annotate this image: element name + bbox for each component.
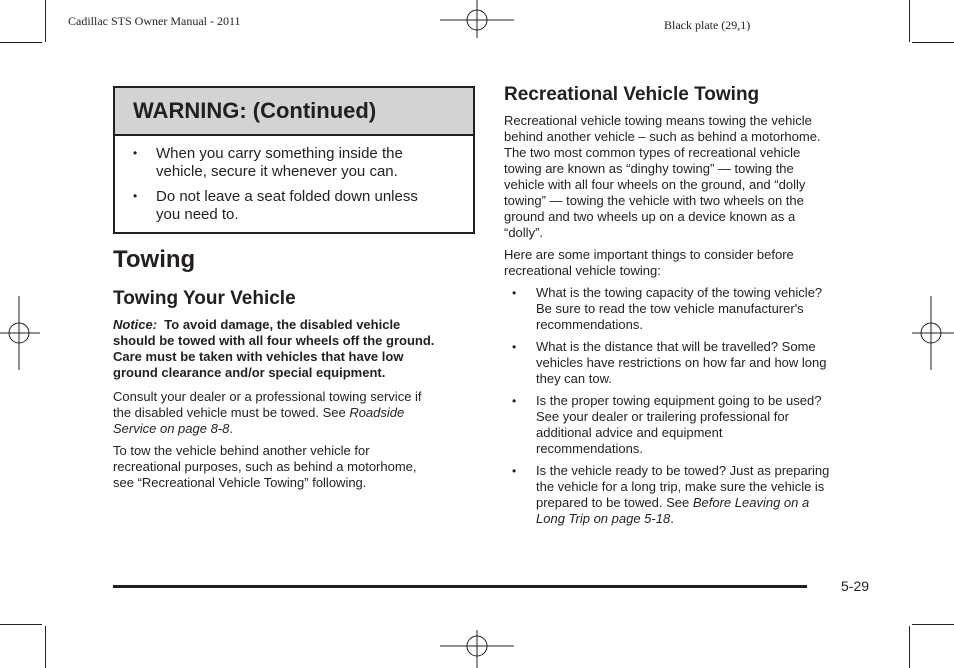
warning-header	[115, 88, 473, 136]
footer-rule	[113, 585, 807, 588]
warning-item-1: When you carry something inside the vehicle, secure it whenever you can.	[156, 145, 403, 180]
manual-title-header: Cadillac STS Owner Manual - 2011	[68, 14, 241, 28]
plate-label-header: Black plate (29,1)	[664, 18, 751, 32]
warning-item-2: Do not leave a seat folded down unless you need to.	[156, 188, 418, 223]
bullet-icon: •	[512, 464, 517, 478]
registration-mark-left	[0, 296, 44, 372]
section-title-recreational-vehicle-towing: Recreational Vehicle Towing	[504, 84, 760, 105]
bullet-item-towing-equipment: Is the proper towing equipment going to be used? See your dealer or trailering professional for additional advice and equipment recommendations.	[536, 393, 822, 456]
consider-paragraph: Here are some important things to consider before recreational vehicle towing:	[504, 247, 794, 278]
notice-paragraph: Notice: To avoid damage, the disabled vehicle should be towed with all four wheels off the ground. Care must be taken with vehicles that have low ground clearance and/or special equipment.	[113, 317, 435, 380]
bullet-icon: •	[133, 146, 138, 160]
bullet-icon: •	[133, 189, 138, 203]
before-leaving-reference: Before Leaving on a	[692, 495, 810, 510]
consult-dealer-paragraph: Consult your dealer or a professional towing service if the disabled vehicle must be towed. See Roadside Service on page 8-8.	[113, 389, 422, 436]
bullet-icon: •	[512, 286, 517, 300]
notice-label: Notice:	[113, 317, 158, 332]
bullet-item-distance: What is the distance that will be travelled? Some vehicles have restrictions on how far and how long they can tow.	[536, 339, 827, 386]
registration-mark-bottom	[440, 628, 516, 668]
registration-mark-right	[910, 296, 954, 372]
page-number: 5-29	[841, 578, 870, 594]
bullet-item-towing-capacity: What is the towing capacity of the towing vehicle? Be sure to read the tow vehicle manufacturer's recommendations.	[536, 285, 823, 332]
subsection-title-towing-your-vehicle: Towing Your Vehicle	[113, 288, 296, 309]
roadside-service-reference: Roadside	[349, 405, 405, 420]
warning-box	[113, 86, 475, 234]
registration-mark-top	[440, 0, 516, 42]
warning-title: WARNING: (Continued)	[133, 98, 377, 123]
bullet-icon: •	[512, 340, 517, 354]
rv-towing-intro-paragraph: Recreational vehicle towing means towing the vehicle behind another vehicle – such as behind a motorhome. The two most common types of recreational vehicle towing are known as “dinghy towing” — towing the vehicle with all four wheels on the ground, and “dolly towing” — towing the vehicle with two wheels on the ground and two wheels up on a device known as a “dolly”.	[504, 113, 821, 240]
bullet-item-vehicle-ready: Is the vehicle ready to be towed? Just as preparing the vehicle for a long trip, make sure the vehicle is prepared to be towed. See Before Leaving on a Long Trip on page 5-18.	[536, 463, 830, 526]
recreational-purposes-paragraph: To tow the vehicle behind another vehicle for recreational purposes, such as behind a motorhome, see “Recreational Vehicle Towing” following.	[113, 443, 417, 490]
section-title-towing: Towing	[113, 246, 196, 273]
bullet-icon: •	[512, 394, 517, 408]
